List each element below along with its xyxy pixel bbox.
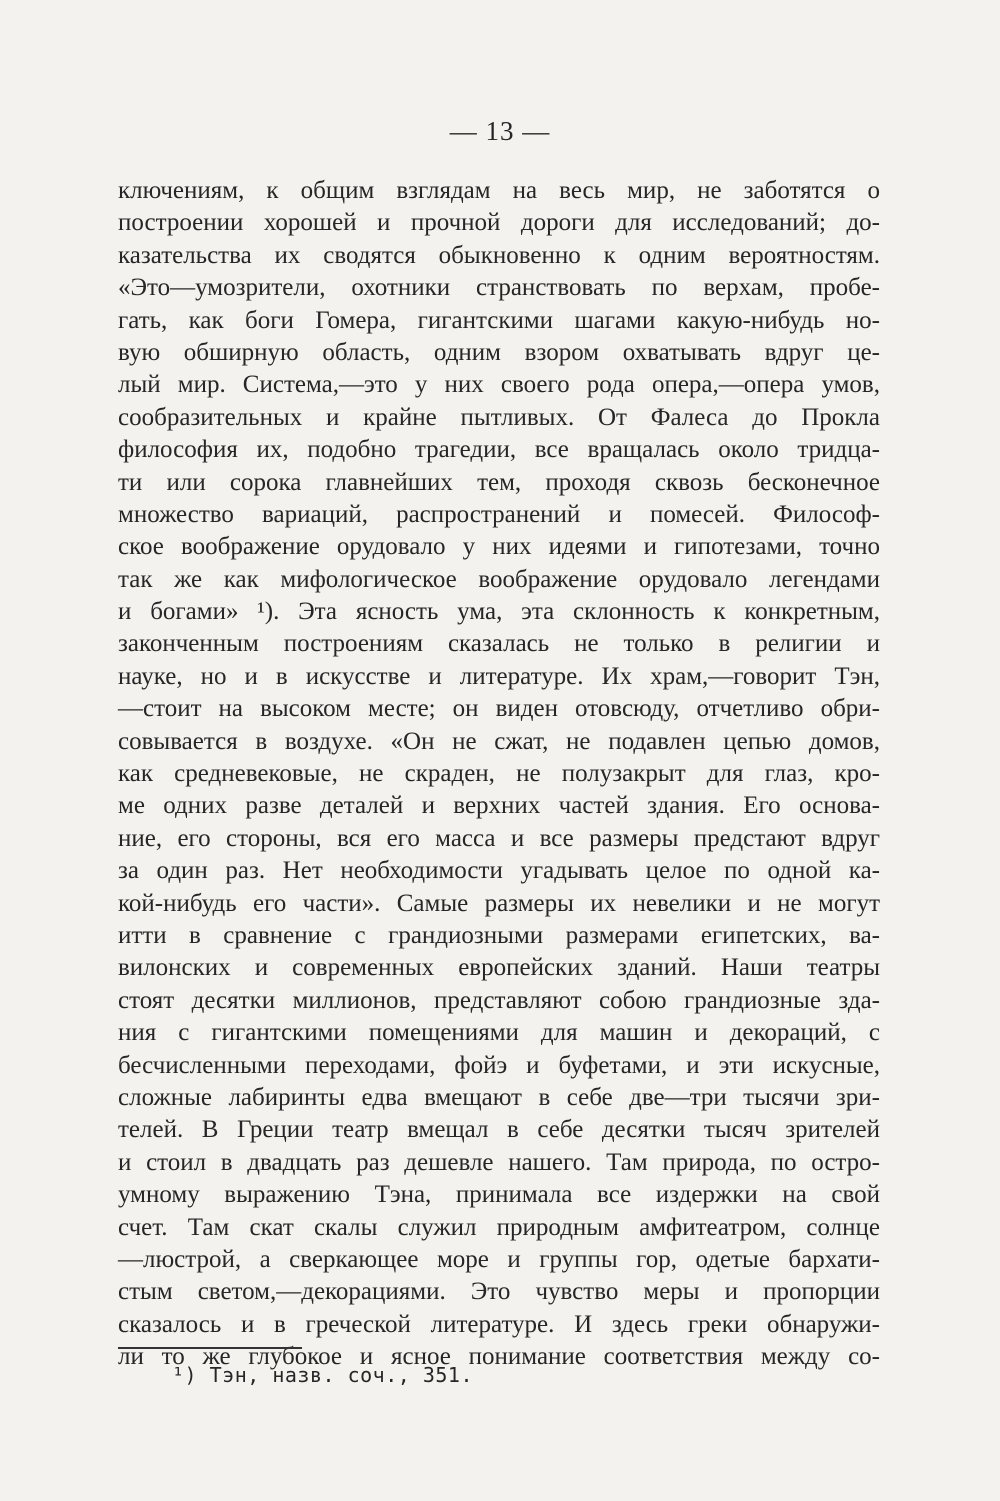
- text-line: ли то же глубокое и ясное понимание соответствия между со-: [118, 1343, 880, 1371]
- text-line: «Это—умозрители, охотники странствовать по верхам, пробе-: [118, 274, 880, 302]
- text-line: ти или сорока главнейших тем, проходя сквозь бесконечное: [118, 468, 880, 496]
- text-line: гать, как боги Гомера, гигантскими шагами какую-нибудь но-: [118, 306, 880, 334]
- text-line: за один раз. Нет необходимости угадывать целое по одной ка-: [118, 857, 880, 885]
- text-line: построении хорошей и прочной дороги для исследований; до-: [118, 209, 880, 237]
- text-line: —стоит на высоком месте; он виден отовсюду, отчетливо обри-: [118, 695, 880, 723]
- text-line: итти в сравнение с грандиозными размерами египетских, ва-: [118, 921, 880, 949]
- text-line: бесчисленными переходами, фойэ и буфетами, и эти искусные,: [118, 1051, 880, 1079]
- text-line: ме одних разве деталей и верхних частей здания. Его основа-: [118, 792, 880, 820]
- text-line: —люстрой, а сверкающее море и группы гор, одетые бархати-: [118, 1245, 880, 1273]
- text-line: так же как мифологическое воображение орудовало легендами: [118, 565, 880, 593]
- text-line: казательства их сводятся обыкновенно к одним вероятностям.: [118, 241, 880, 269]
- text-line: ние, его стороны, вся его масса и все размеры предстают вдруг: [118, 824, 880, 852]
- text-line: совывается в воздухе. «Он не сжат, не подавлен цепью домов,: [118, 727, 880, 755]
- text-line: ния с гигантскими помещениями для машин и декораций, с: [118, 1019, 880, 1047]
- text-line: сообразительных и крайне пытливых. От Фалеса до Прокла: [118, 403, 880, 431]
- text-line: как средневековые, не скраден, не полузакрыт для глаз, кро-: [118, 760, 880, 788]
- text-line: науке, но и в искусстве и литературе. Их храм,—говорит Тэн,: [118, 662, 880, 690]
- text-line: вилонских и современных европейских зданий. Наши театры: [118, 954, 880, 982]
- text-line: кой-нибудь его части». Самые размеры их невелики и не могут: [118, 889, 880, 917]
- footnote: ¹) Тэн, назв. соч., 351.: [172, 1363, 473, 1387]
- text-line: лый мир. Система,—это у них своего рода опера,—опера умов,: [118, 371, 880, 399]
- text-line: философия их, подобно трагедии, все вращалась около тридца-: [118, 436, 880, 464]
- text-line: ское воображение орудовало у них идеями и гипотезами, точно: [118, 533, 880, 561]
- text-line: сказалось и в греческой литературе. И здесь греки обнаружи-: [118, 1310, 880, 1338]
- text-line: вую обширную область, одним взором охватывать вдруг це-: [118, 338, 880, 366]
- text-line: телей. В Греции театр вмещал в себе десятки тысяч зрителей: [118, 1116, 880, 1144]
- text-line: и стоил в двадцать раз дешевле нашего. Там природа, по остро-: [118, 1148, 880, 1176]
- text-line: законченным построениям сказалась не только в религии и: [118, 630, 880, 658]
- text-line: сложные лабиринты едва вмещают в себе две—три тысячи зри-: [118, 1083, 880, 1111]
- text-line: счет. Там скат скалы служил природным амфитеатром, солнце: [118, 1213, 880, 1241]
- text-line: стым светом,—декорациями. Это чувство меры и пропорции: [118, 1278, 880, 1306]
- text-line: множество вариаций, распространений и помесей. Философ-: [118, 500, 880, 528]
- text-line: и богами» ¹). Эта ясность ума, эта склонность к конкретным,: [118, 598, 880, 626]
- page-number: — 13 —: [449, 116, 551, 146]
- footnote-divider: [118, 1347, 302, 1349]
- text-line: ключениям, к общим взглядам на весь мир, не заботятся о: [118, 177, 880, 204]
- text-line: стоят десятки миллионов, представляют собою грандиозные зда-: [118, 986, 880, 1014]
- text-line: умному выражению Тэна, принимала все издержки на свой: [118, 1181, 880, 1209]
- body-text: [118, 175, 880, 1373]
